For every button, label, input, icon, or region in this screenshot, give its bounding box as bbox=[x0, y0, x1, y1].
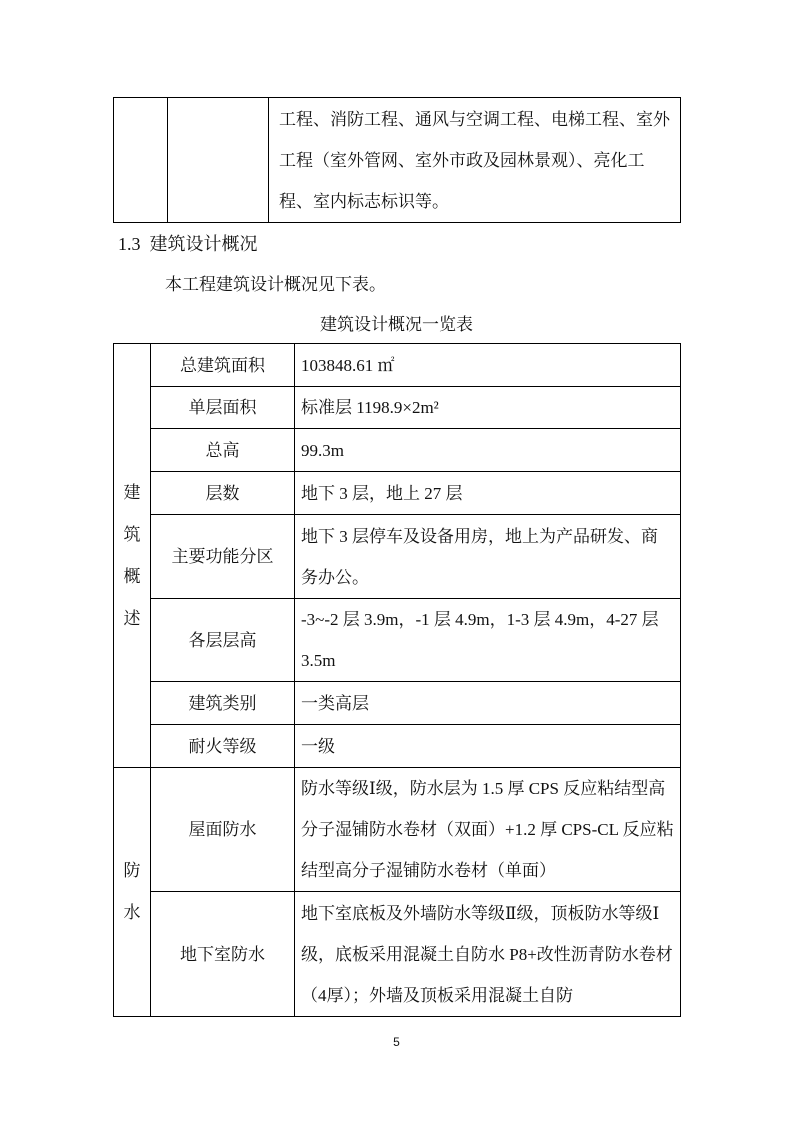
item-cell: 总建筑面积 bbox=[151, 344, 295, 387]
item-cell: 各层层高 bbox=[151, 599, 295, 682]
table-row bbox=[114, 387, 681, 429]
item-cell: 层数 bbox=[151, 472, 295, 515]
group-label-char: 筑 bbox=[123, 524, 141, 544]
group-label bbox=[114, 768, 151, 1017]
value-cell: 103848.61 ㎡ bbox=[295, 344, 681, 387]
continued-table bbox=[113, 97, 681, 223]
value-cell: 标准层 1198.9×2m² bbox=[295, 387, 681, 429]
scope-text: 工程、消防工程、通风与空调工程、电梯工程、室外工程（室外管网、室外市政及园林景观）、亮化工程、室内标志标识等。 bbox=[269, 98, 681, 223]
group-label-char: 概 bbox=[123, 566, 141, 586]
group-label-char: 述 bbox=[123, 608, 141, 628]
page-number: 5 bbox=[393, 1035, 400, 1049]
value-cell: 防水等级Ⅰ级，防水层为 1.5 厚 CPS 反应粘结型高分子湿铺防水卷材（双面）+1.2 厚 CPS-CL 反应粘结型高分子湿铺防水卷材（单面） bbox=[295, 768, 681, 892]
section-title: 建筑设计概况 bbox=[149, 234, 258, 254]
table-row bbox=[114, 515, 681, 599]
value-cell: 一类高层 bbox=[295, 682, 681, 725]
group-label-char: 水 bbox=[123, 903, 141, 922]
intro-text: 本工程建筑设计概况见下表。 bbox=[165, 275, 386, 294]
value-cell: 99.3m bbox=[295, 429, 681, 472]
table-row bbox=[114, 725, 681, 768]
value-cell: 地下 3 层停车及设备用房，地上为产品研发、商务办公。 bbox=[295, 515, 681, 599]
item-cell: 地下室防水 bbox=[151, 892, 295, 1017]
table-row bbox=[114, 682, 681, 725]
table-row bbox=[114, 344, 681, 387]
item-cell: 屋面防水 bbox=[151, 768, 295, 892]
group-label-char: 建 bbox=[123, 482, 141, 502]
group-label-char: 防 bbox=[123, 861, 141, 880]
section-heading bbox=[118, 231, 793, 257]
item-cell: 单层面积 bbox=[151, 387, 295, 429]
section-number: 1.3 bbox=[118, 234, 141, 254]
table-row bbox=[114, 768, 681, 892]
table-row bbox=[114, 472, 681, 515]
value-cell: 地下室底板及外墙防水等级Ⅱ级，顶板防水等级Ⅰ级，底板采用混凝土自防水 P8+改性沥青防水卷材（4厚）；外墙及顶板采用混凝土自防 bbox=[295, 892, 681, 1017]
item-cell: 总高 bbox=[151, 429, 295, 472]
table-caption: 建筑设计概况一览表 bbox=[320, 315, 473, 334]
building-design-table bbox=[113, 343, 681, 1017]
group-label bbox=[114, 344, 151, 768]
item-cell: 建筑类别 bbox=[151, 682, 295, 725]
table-row bbox=[114, 429, 681, 472]
table-row bbox=[114, 892, 681, 1017]
value-cell: 一级 bbox=[295, 725, 681, 768]
value-cell: -3~-2 层 3.9m，-1 层 4.9m，1-3 层 4.9m，4-27 层 3.5m bbox=[295, 599, 681, 682]
item-cell: 耐火等级 bbox=[151, 725, 295, 768]
item-cell: 主要功能分区 bbox=[151, 515, 295, 599]
value-cell: 地下 3 层，地上 27 层 bbox=[295, 472, 681, 515]
table-row bbox=[114, 599, 681, 682]
